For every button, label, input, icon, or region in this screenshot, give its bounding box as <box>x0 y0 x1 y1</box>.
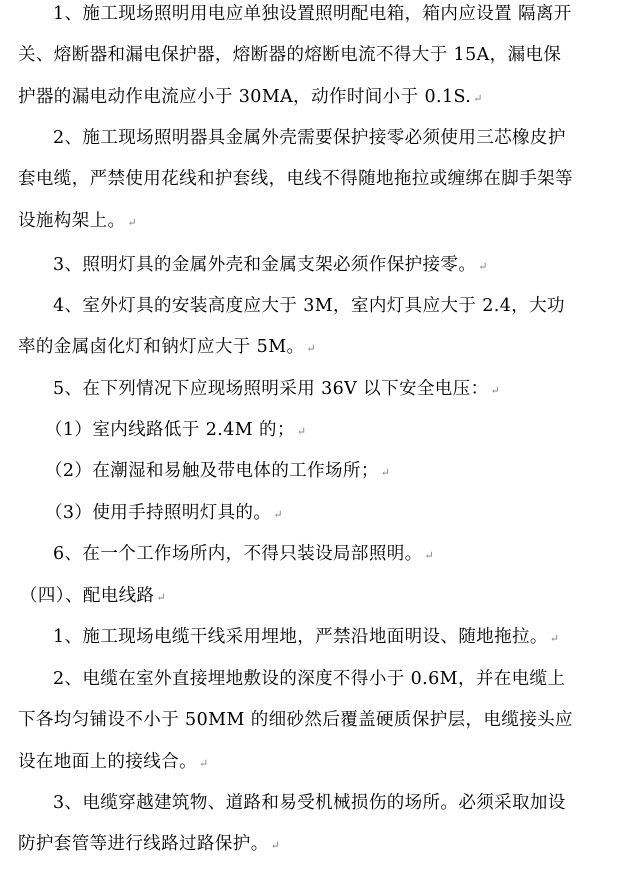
paragraph-mark: ↵ <box>156 591 167 604</box>
section-paragraph-2-text: 2、电缆在室外直接埋地敷设的深度不得小于 0.6M，并在电缆上下各均匀铺设不小于 50MM 的细砂然后覆盖硬质保护层，电缆接头应设在地面上的接线合。 <box>18 669 573 772</box>
paragraph-mark: ↵ <box>478 260 488 273</box>
paragraph-2 <box>18 118 578 243</box>
paragraph-mark: ↵ <box>273 508 283 521</box>
list-item-text: （2）在潮湿和易触及带电体的工作场所； <box>45 461 379 481</box>
paragraph-2-text: 2、施工现场照明器具金属外壳需要保护接零必须使用三芯橡皮护套电缆，严禁使用花线和护套线，电线不得随地拖拉或缠绑在脚手架等设施构架上。 <box>18 128 573 231</box>
paragraph-mark: ↵ <box>424 549 435 562</box>
paragraph-4-text: 4、室外灯具的安装高度应大于 3M，室内灯具应大于 2.4，大功率的金属卤化灯和钠灯应大于 5M。 <box>18 296 565 358</box>
list-item-2 <box>45 451 585 493</box>
paragraph-mark: ↵ <box>127 215 138 229</box>
list-item-1 <box>45 410 585 452</box>
section-heading <box>20 576 580 618</box>
list-item-3 <box>45 493 585 535</box>
list-item-text: （3）使用手持照明灯具的。 <box>45 503 272 523</box>
section-paragraph-2 <box>18 659 578 784</box>
paragraph-mark: ↵ <box>473 91 483 105</box>
paragraph-mark: ↵ <box>549 632 560 645</box>
paragraph-mark: ↵ <box>306 342 317 356</box>
section-paragraph-1 <box>18 617 578 659</box>
paragraph-1 <box>18 0 578 119</box>
paragraph-1-text: 1、施工现场照明用电应单独设置照明配电箱，箱内应设置 隔离开关、熔断器和漏电保护器，熔断器的熔断电流不得大于 15A，漏电保护器的漏电动作电流应小于 30MA，动作时间小于 0.1S. <box>18 4 572 107</box>
section-paragraph-1-text: 1、施工现场电缆干线采用埋地，严禁沿地面明设、随地拖拉。 <box>53 627 548 647</box>
paragraph-6 <box>18 534 578 576</box>
list-item-text: （1）室内线路低于 2.4M 的； <box>45 420 295 440</box>
paragraph-5 <box>18 369 578 411</box>
section-paragraph-3 <box>18 783 578 867</box>
paragraph-mark: ↵ <box>296 425 307 438</box>
section-paragraph-3-text: 3、电缆穿越建筑物、道路和易受机械损伤的场所。必须采取加设防护套管等进行线路过路保护。 <box>18 793 566 855</box>
paragraph-3 <box>18 245 578 287</box>
section-heading-text: （四）、配电线路 <box>20 586 155 606</box>
paragraph-6-text: 6、在一个工作场所内，不得只装设局部照明。 <box>53 544 423 564</box>
paragraph-mark: ↵ <box>490 384 501 397</box>
paragraph-mark: ↵ <box>199 756 209 770</box>
paragraph-5-text: 5、在下列情况下应现场照明采用 36V 以下安全电压： <box>53 379 489 399</box>
paragraph-mark: ↵ <box>270 839 281 853</box>
paragraph-3-text: 3、照明灯具的金属外壳和金属支架必须作保护接零。 <box>53 255 477 275</box>
paragraph-4 <box>18 286 578 370</box>
paragraph-mark: ↵ <box>380 466 391 479</box>
